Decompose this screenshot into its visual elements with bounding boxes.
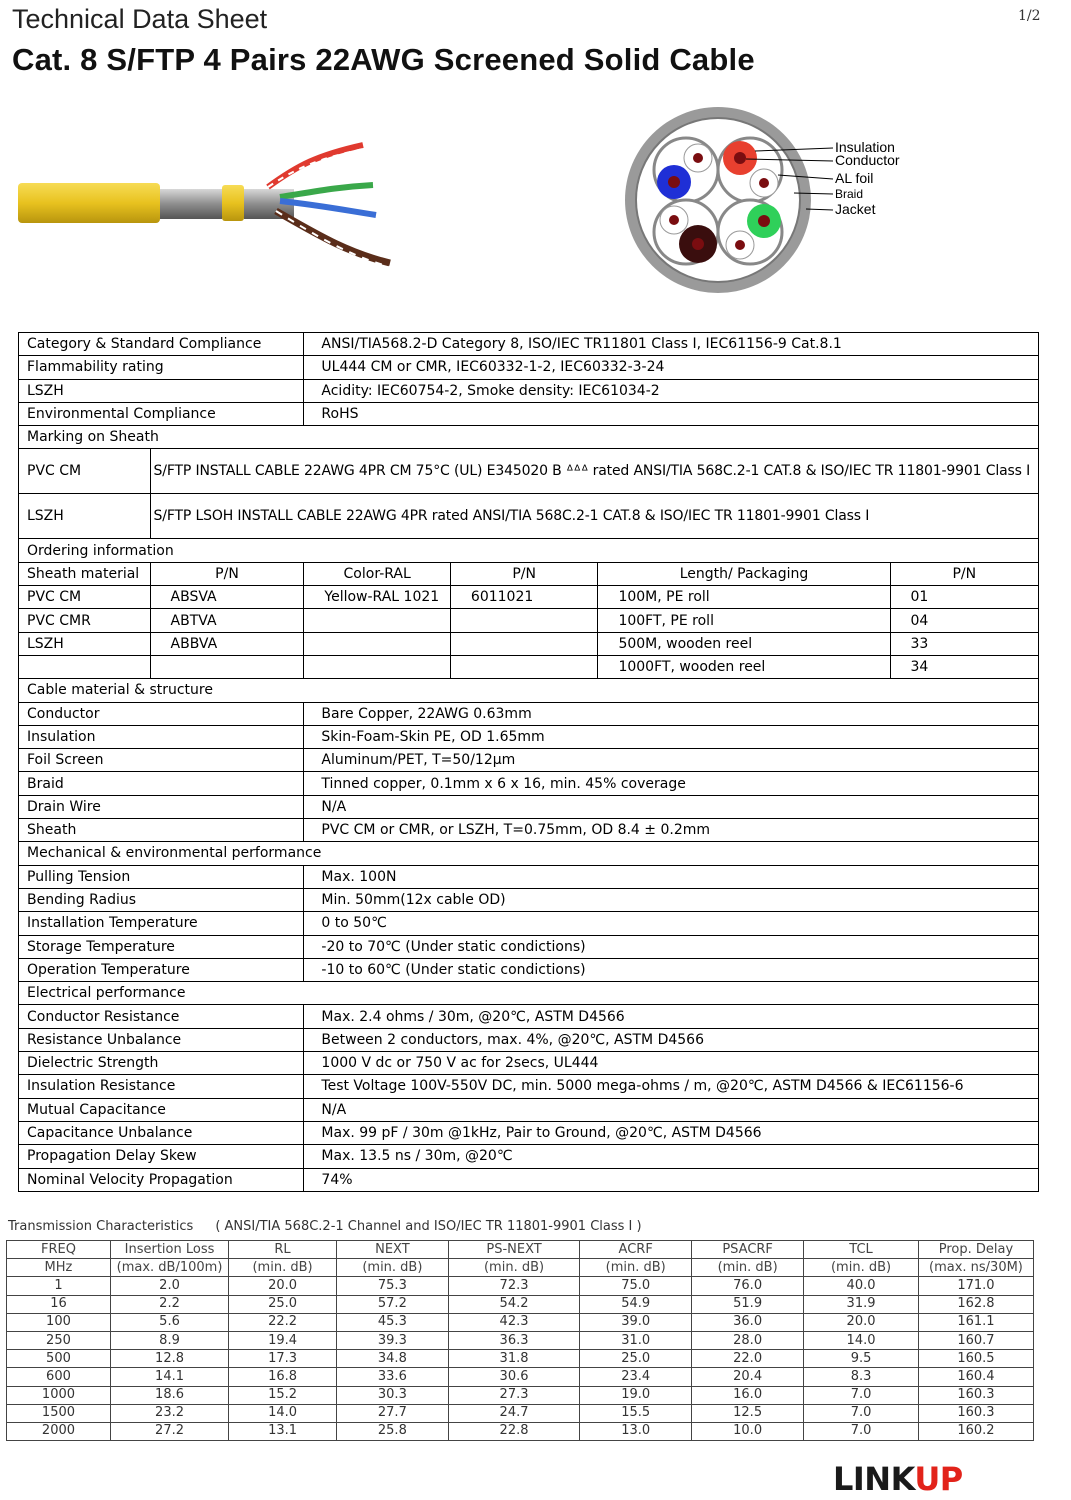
tx-cell: 13.0 [580, 1422, 692, 1440]
tx-cell: 20.0 [804, 1313, 919, 1331]
spec-row [19, 1168, 1039, 1191]
spec-row [19, 865, 1039, 888]
tx-cell: 31.0 [580, 1331, 692, 1349]
tx-cell: RL [229, 1241, 337, 1259]
tx-cell: 12.5 [692, 1404, 804, 1422]
transmission-title [8, 1219, 642, 1234]
spec-value: Max. 13.5 ns / 30m, @20℃ [304, 1145, 1039, 1168]
tx-cell: 14.0 [804, 1331, 919, 1349]
section-heading: Mechanical & environmental performance [19, 842, 1039, 865]
tx-cell: 8.9 [110, 1331, 228, 1349]
tx-row [7, 1331, 1034, 1349]
spec-row [19, 1075, 1039, 1098]
tx-cell: 160.7 [918, 1331, 1033, 1349]
tx-cell: 72.3 [448, 1277, 580, 1295]
spec-value: PVC CM or CMR, or LSZH, T=0.75mm, OD 8.4 ± 0.2mm [304, 819, 1039, 842]
logo-up: UP [914, 1460, 963, 1498]
tx-cell: 54.2 [448, 1295, 580, 1313]
linkup-logo [833, 1460, 963, 1498]
spec-value: -20 to 70℃ (Under static condictions) [304, 935, 1039, 958]
tx-cell: 19.4 [229, 1331, 337, 1349]
tx-cell: 10.0 [692, 1422, 804, 1440]
spec-label: Flammability rating [19, 356, 304, 379]
ordering-header-cell: P/N [890, 562, 1039, 585]
spec-label: Insulation Resistance [19, 1075, 304, 1098]
spec-row [19, 1005, 1039, 1028]
marking-row [19, 449, 1039, 494]
spec-label: Installation Temperature [19, 912, 304, 935]
tx-cell: 160.3 [918, 1386, 1033, 1404]
spec-row [19, 1145, 1039, 1168]
spec-label: Capacitance Unbalance [19, 1121, 304, 1144]
spec-row [19, 888, 1039, 911]
tx-row [7, 1350, 1034, 1368]
tx-cell: TCL [804, 1241, 919, 1259]
cable-photo [18, 125, 398, 275]
spec-label: Conductor [19, 702, 304, 725]
tx-cell: 30.6 [448, 1368, 580, 1386]
spec-row [19, 819, 1039, 842]
transmission-heading: Transmission Characteristics [8, 1219, 194, 1234]
ordering-cell [450, 655, 598, 678]
ordering-header-cell: Length/ Packaging [598, 562, 890, 585]
spec-row [19, 1052, 1039, 1075]
tx-cell: (min. dB) [229, 1259, 337, 1277]
tx-cell: (max. ns/30M) [918, 1259, 1033, 1277]
tx-cell: 22.0 [692, 1350, 804, 1368]
spec-row [19, 795, 1039, 818]
spec-row [19, 912, 1039, 935]
tx-cell: 160.5 [918, 1350, 1033, 1368]
spec-label: Bending Radius [19, 888, 304, 911]
ordering-row [19, 632, 1039, 655]
marking-row [19, 494, 1039, 539]
spec-value: Max. 100N [304, 865, 1039, 888]
spec-value: -10 to 60℃ (Under static condictions) [304, 958, 1039, 981]
mechanical-heading-row [19, 842, 1039, 865]
ordering-cell: 100M, PE roll [598, 586, 890, 609]
tx-cell: 40.0 [804, 1277, 919, 1295]
spec-value: Bare Copper, 22AWG 0.63mm [304, 702, 1039, 725]
spec-label: Foil Screen [19, 749, 304, 772]
tx-cell: 25.8 [336, 1422, 448, 1440]
electrical-heading-row [19, 982, 1039, 1005]
tx-cell: (min. dB) [580, 1259, 692, 1277]
tx-cell: 54.9 [580, 1295, 692, 1313]
tx-cell: 36.0 [692, 1313, 804, 1331]
tx-cell: 160.2 [918, 1422, 1033, 1440]
tx-cell: 1500 [7, 1404, 111, 1422]
tx-cell: (min. dB) [448, 1259, 580, 1277]
spec-label: Sheath [19, 819, 304, 842]
spec-label: Propagation Delay Skew [19, 1145, 304, 1168]
ordering-header-cell: P/N [150, 562, 304, 585]
spec-value: 74% [304, 1168, 1039, 1191]
tx-cell: 162.8 [918, 1295, 1033, 1313]
tx-cell: 8.3 [804, 1368, 919, 1386]
tx-cell: 34.8 [336, 1350, 448, 1368]
ordering-row [19, 609, 1039, 632]
spec-value: 0 to 50℃ [304, 912, 1039, 935]
tx-cell: 9.5 [804, 1350, 919, 1368]
tx-cell: 23.4 [580, 1368, 692, 1386]
tx-cell: 2000 [7, 1422, 111, 1440]
tx-cell: 160.4 [918, 1368, 1033, 1386]
tx-cell: 13.1 [229, 1422, 337, 1440]
marking-label: LSZH [19, 494, 151, 539]
spec-value: Skin-Foam-Skin PE, OD 1.65mm [304, 725, 1039, 748]
label-jacket: Jacket [835, 201, 876, 217]
tx-cell: 12.8 [110, 1350, 228, 1368]
tx-cell: Insertion Loss [110, 1241, 228, 1259]
tx-cell: 75.0 [580, 1277, 692, 1295]
tx-cell: 24.7 [448, 1404, 580, 1422]
tx-cell: 23.2 [110, 1404, 228, 1422]
tx-row [7, 1386, 1034, 1404]
ordering-cell: PVC CMR [19, 609, 151, 632]
label-al-foil: AL foil [835, 170, 874, 186]
spec-row [19, 749, 1039, 772]
tx-cell: 14.0 [229, 1404, 337, 1422]
spec-row [19, 402, 1039, 425]
tx-cell: 19.0 [580, 1386, 692, 1404]
tx-cell: 1000 [7, 1386, 111, 1404]
marking-text: S/FTP INSTALL CABLE 22AWG 4PR CM 75°C (UL) E345020 B ᐞᐞᐞ rated ANSI/TIA 568C.2-1 CAT.8 & ISO/IEC TR 11801-9901 Class I [150, 449, 1039, 494]
tx-cell: 2.2 [110, 1295, 228, 1313]
tx-cell: 14.1 [110, 1368, 228, 1386]
tx-cell: 15.2 [229, 1386, 337, 1404]
spec-label: Pulling Tension [19, 865, 304, 888]
ordering-cell: 01 [890, 586, 1039, 609]
spec-row [19, 1098, 1039, 1121]
ordering-cell: 500M, wooden reel [598, 632, 890, 655]
spec-label: Nominal Velocity Propagation [19, 1168, 304, 1191]
tx-row [7, 1404, 1034, 1422]
ordering-cell: 100FT, PE roll [598, 609, 890, 632]
tx-cell: PS-NEXT [448, 1241, 580, 1259]
tx-cell: 20.4 [692, 1368, 804, 1386]
spec-label: Storage Temperature [19, 935, 304, 958]
tx-cell: (min. dB) [692, 1259, 804, 1277]
ordering-header-cell: Color-RAL [304, 562, 451, 585]
ordering-cell: ABSVA [150, 586, 304, 609]
ordering-cell [450, 632, 598, 655]
spec-label: Resistance Unbalance [19, 1028, 304, 1051]
marking-label: PVC CM [19, 449, 151, 494]
tx-cell: 600 [7, 1368, 111, 1386]
spec-value: Test Voltage 100V-550V DC, min. 5000 mega-ohms / m, @20℃, ASTM D4566 & IEC61156-6 [304, 1075, 1039, 1098]
spec-label: Mutual Capacitance [19, 1098, 304, 1121]
spec-value: Max. 99 pF / 30m @1kHz, Pair to Ground, @20℃, ASTM D4566 [304, 1121, 1039, 1144]
spec-label: Dielectric Strength [19, 1052, 304, 1075]
ordering-cell [304, 655, 451, 678]
tx-cell: (max. dB/100m) [110, 1259, 228, 1277]
ordering-cell: 33 [890, 632, 1039, 655]
tx-cell: 22.8 [448, 1422, 580, 1440]
logo-link: LINK [833, 1460, 915, 1498]
tx-cell: 33.6 [336, 1368, 448, 1386]
tx-cell: 2.0 [110, 1277, 228, 1295]
spec-value: UL444 CM or CMR, IEC60332-1-2, IEC60332-3-24 [304, 356, 1039, 379]
tx-cell: 75.3 [336, 1277, 448, 1295]
tx-cell: 36.3 [448, 1331, 580, 1349]
tx-cell: 171.0 [918, 1277, 1033, 1295]
tx-cell: (min. dB) [336, 1259, 448, 1277]
spec-label: Conductor Resistance [19, 1005, 304, 1028]
label-conductor: Conductor [835, 152, 900, 168]
spec-value: ANSI/TIA568.2-D Category 8, ISO/IEC TR11801 Class I, IEC61156-9 Cat.8.1 [304, 333, 1039, 356]
ordering-cell [304, 609, 451, 632]
tx-cell: 22.2 [229, 1313, 337, 1331]
spec-row [19, 1121, 1039, 1144]
spec-value: RoHS [304, 402, 1039, 425]
tx-cell: 51.9 [692, 1295, 804, 1313]
ordering-cell: Yellow-RAL 1021 [304, 586, 451, 609]
tx-cell: 39.3 [336, 1331, 448, 1349]
section-heading: Ordering information [19, 539, 1039, 562]
spec-row [19, 356, 1039, 379]
tx-cell: 161.1 [918, 1313, 1033, 1331]
page-number: 1/2 [1018, 8, 1041, 24]
transmission-note: ( ANSI/TIA 568C.2-1 Channel and ISO/IEC TR 11801-9901 Class I ) [215, 1219, 642, 1234]
spec-value: Between 2 conductors, max. 4%, @20℃, ASTM D4566 [304, 1028, 1039, 1051]
tx-cell: 57.2 [336, 1295, 448, 1313]
tx-cell: 18.6 [110, 1386, 228, 1404]
section-heading: Cable material & structure [19, 679, 1039, 702]
spec-value: Acidity: IEC60754-2, Smoke density: IEC61034-2 [304, 379, 1039, 402]
spec-label: Braid [19, 772, 304, 795]
tx-cell: 7.0 [804, 1422, 919, 1440]
section-heading: Electrical performance [19, 982, 1039, 1005]
tx-cell: 20.0 [229, 1277, 337, 1295]
spec-value: 1000 V dc or 750 V ac for 2secs, UL444 [304, 1052, 1039, 1075]
tx-cell: 39.0 [580, 1313, 692, 1331]
tx-row [7, 1422, 1034, 1440]
ordering-cell: 04 [890, 609, 1039, 632]
doc-subtitle: Cat. 8 S/FTP 4 Pairs 22AWG Screened Solid Cable [12, 42, 755, 77]
tx-units-row [7, 1259, 1034, 1277]
spec-label: Operation Temperature [19, 958, 304, 981]
spec-label: Drain Wire [19, 795, 304, 818]
spec-row [19, 772, 1039, 795]
tx-cell: 25.0 [580, 1350, 692, 1368]
tx-cell: 76.0 [692, 1277, 804, 1295]
material-heading-row [19, 679, 1039, 702]
tx-cell: 1 [7, 1277, 111, 1295]
spec-label: Insulation [19, 725, 304, 748]
label-insulation: Insulation [835, 139, 895, 155]
spec-value: Tinned copper, 0.1mm x 6 x 16, min. 45% coverage [304, 772, 1039, 795]
tx-cell: 5.6 [110, 1313, 228, 1331]
spec-value: Max. 2.4 ohms / 30m, @20℃, ASTM D4566 [304, 1005, 1039, 1028]
tx-cell: NEXT [336, 1241, 448, 1259]
tx-cell: 30.3 [336, 1386, 448, 1404]
tx-cell: 27.2 [110, 1422, 228, 1440]
tx-cell: MHz [7, 1259, 111, 1277]
tx-cell: 45.3 [336, 1313, 448, 1331]
doc-title: Technical Data Sheet [12, 4, 268, 34]
spec-value: N/A [304, 1098, 1039, 1121]
spec-row [19, 702, 1039, 725]
ordering-cell: LSZH [19, 632, 151, 655]
spec-value: Min. 50mm(12x cable OD) [304, 888, 1039, 911]
spec-table [18, 332, 1039, 1192]
tx-cell: 27.3 [448, 1386, 580, 1404]
spec-row [19, 958, 1039, 981]
tx-cell: 17.3 [229, 1350, 337, 1368]
tx-cell: 16 [7, 1295, 111, 1313]
ordering-row [19, 655, 1039, 678]
spec-row [19, 333, 1039, 356]
tx-cell: 31.9 [804, 1295, 919, 1313]
tx-cell: 16.8 [229, 1368, 337, 1386]
spec-row [19, 379, 1039, 402]
tx-cell: 100 [7, 1313, 111, 1331]
section-heading: Marking on Sheath [19, 426, 1039, 449]
tx-row [7, 1313, 1034, 1331]
tx-cell: FREQ [7, 1241, 111, 1259]
tx-cell: 42.3 [448, 1313, 580, 1331]
tx-cell: PSACRF [692, 1241, 804, 1259]
spec-label: Category & Standard Compliance [19, 333, 304, 356]
spec-label: Environmental Compliance [19, 402, 304, 425]
tx-cell: 16.0 [692, 1386, 804, 1404]
ordering-cell [304, 632, 451, 655]
spec-row [19, 1028, 1039, 1051]
ordering-header-row [19, 562, 1039, 585]
ordering-header-cell: Sheath material [19, 562, 151, 585]
spec-value: N/A [304, 795, 1039, 818]
tx-cell: 160.3 [918, 1404, 1033, 1422]
ordering-cell: ABBVA [150, 632, 304, 655]
ordering-cell: 6011021 [450, 586, 598, 609]
ordering-row [19, 586, 1039, 609]
tx-cell: (min. dB) [804, 1259, 919, 1277]
tx-cell: 28.0 [692, 1331, 804, 1349]
spec-row [19, 725, 1039, 748]
spec-row [19, 935, 1039, 958]
tx-cell: Prop. Delay [918, 1241, 1033, 1259]
label-braid: Braid [835, 187, 864, 201]
spec-label: LSZH [19, 379, 304, 402]
ordering-cell: 34 [890, 655, 1039, 678]
tx-cell: 250 [7, 1331, 111, 1349]
spec-value: Aluminum/PET, T=50/12μm [304, 749, 1039, 772]
tx-row [7, 1277, 1034, 1295]
cross-section-diagram [618, 105, 918, 305]
ordering-cell [19, 655, 151, 678]
tx-cell: ACRF [580, 1241, 692, 1259]
transmission-table [6, 1240, 1034, 1441]
tx-cell: 7.0 [804, 1404, 919, 1422]
tx-cell: 31.8 [448, 1350, 580, 1368]
tx-cell: 7.0 [804, 1386, 919, 1404]
tx-cell: 15.5 [580, 1404, 692, 1422]
marking-heading-row [19, 426, 1039, 449]
tx-row [7, 1295, 1034, 1313]
ordering-cell: PVC CM [19, 586, 151, 609]
tx-cell: 500 [7, 1350, 111, 1368]
tx-cell: 27.7 [336, 1404, 448, 1422]
ordering-header-cell: P/N [450, 562, 598, 585]
ordering-cell: ABTVA [150, 609, 304, 632]
ordering-cell [450, 609, 598, 632]
tx-header-row [7, 1241, 1034, 1259]
ordering-cell [150, 655, 304, 678]
marking-text: S/FTP LSOH INSTALL CABLE 22AWG 4PR rated ANSI/TIA 568C.2-1 CAT.8 & ISO/IEC TR 11801-9901 Class I [150, 494, 1039, 539]
ordering-cell: 1000FT, wooden reel [598, 655, 890, 678]
tx-cell: 25.0 [229, 1295, 337, 1313]
ordering-heading-row [19, 539, 1039, 562]
tx-row [7, 1368, 1034, 1386]
